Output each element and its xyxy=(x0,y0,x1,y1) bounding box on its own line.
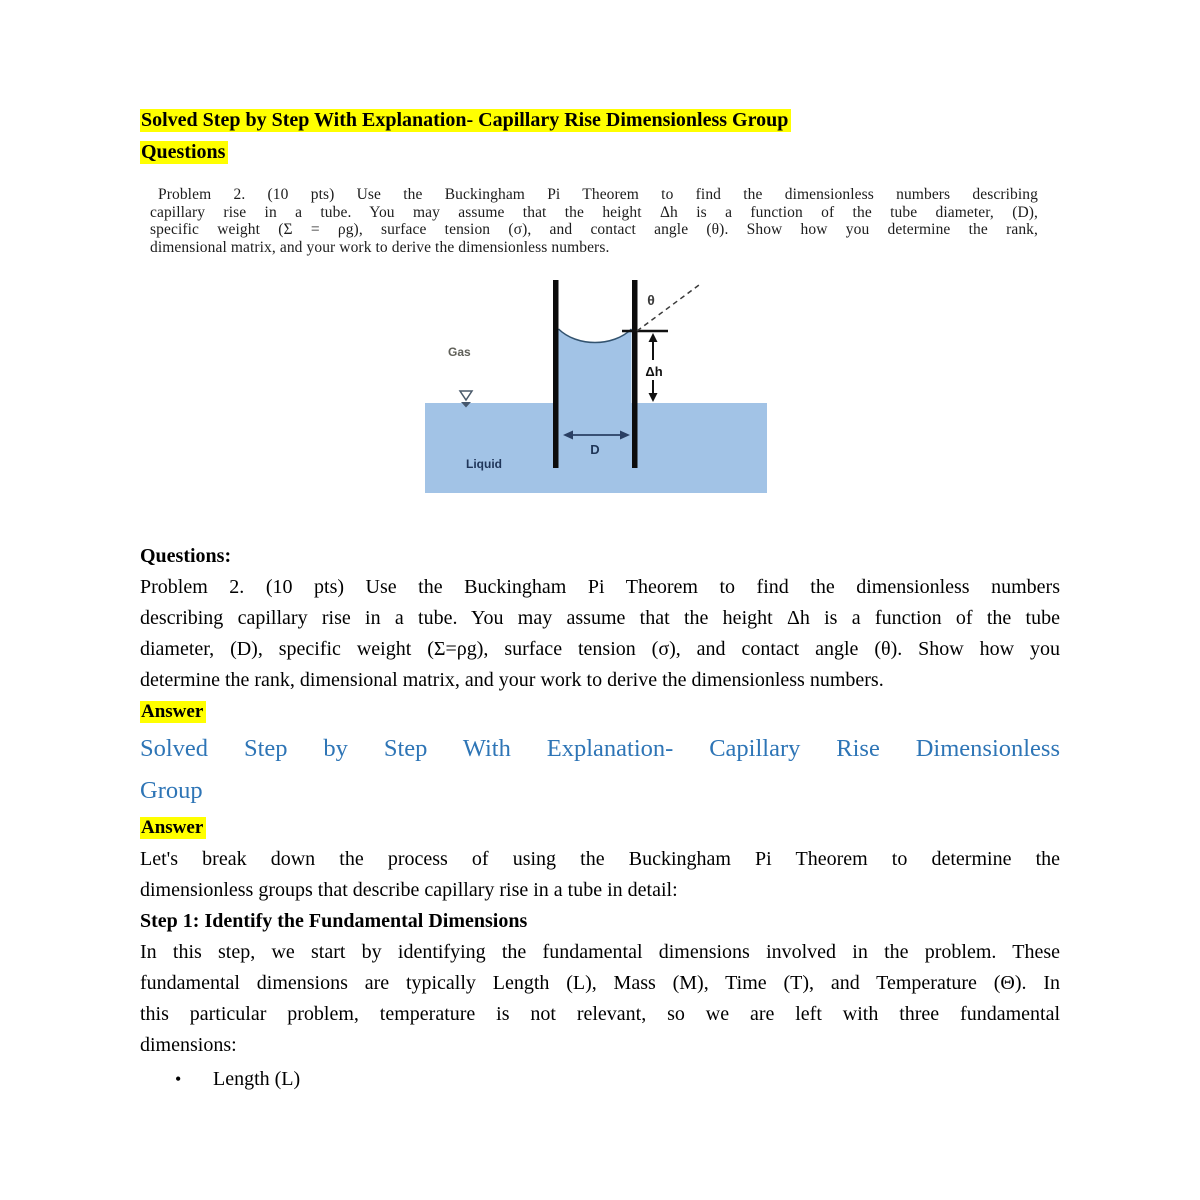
paragraph-line: this particular problem, temperature is not relevant, so we are left with three fundamental xyxy=(140,1003,1060,1025)
liquid-label: Liquid xyxy=(466,457,502,471)
paragraph-line: In this step, we start by identifying the fundamental dimensions involved in the problem. These xyxy=(140,941,1060,963)
title-line-1 xyxy=(140,104,1060,136)
title-line-2 xyxy=(140,136,1060,168)
tube-wall-right xyxy=(632,280,638,468)
tube-liquid-column xyxy=(559,329,632,405)
bullet-icon: • xyxy=(175,1069,182,1089)
bullet-text: Length (L) xyxy=(213,1068,301,1090)
delta-h-label: Δh xyxy=(645,364,663,379)
tube-wall-left xyxy=(553,280,559,468)
list-item xyxy=(140,1063,1060,1096)
problem-image-line: Problem 2. (10 pts) Use the Buckingham Pi Theorem to find the dimensionless numbers describing xyxy=(158,186,1038,203)
paragraph-line: describing capillary rise in a tube. You may assume that the height Δh is a function of the tube xyxy=(140,607,1060,629)
solution-blue-heading xyxy=(140,728,1060,812)
document-content xyxy=(140,0,1060,1096)
questions-heading: Questions: xyxy=(140,545,232,567)
intro-paragraph xyxy=(140,844,1060,906)
capillary-rise-figure xyxy=(425,280,767,513)
title-highlight-1: Solved Step by Step With Explanation- Capillary Rise Dimensionless Group xyxy=(140,109,791,132)
problem-statement-image xyxy=(150,186,1038,256)
delta-h-arrow-up-head xyxy=(649,333,658,342)
diameter-label: D xyxy=(590,442,600,457)
paragraph-line: determine the rank, dimensional matrix, and your work to derive the dimensionless numbers. xyxy=(140,669,884,691)
delta-h-arrow-down-head xyxy=(649,393,658,402)
water-surface-marker-icon xyxy=(460,391,472,400)
problem-image-line: dimensional matrix, and your work to derive the dimensionless numbers. xyxy=(150,238,610,256)
step1-heading: Step 1: Identify the Fundamental Dimensions xyxy=(140,910,528,932)
paragraph-line: dimensionless groups that describe capillary rise in a tube in detail: xyxy=(140,879,678,901)
gas-label: Gas xyxy=(448,345,471,359)
answer-label-2 xyxy=(140,812,1060,844)
paragraph-line: dimensions: xyxy=(140,1034,237,1056)
answer-highlight-1: Answer xyxy=(140,701,206,723)
problem-image-line: specific weight (Σ = ρg), surface tension (σ), and contact angle (θ). Show how you determine the rank, xyxy=(150,221,1038,238)
blue-heading-line: Solved Step by Step With Explanation- Capillary Rise Dimensionless xyxy=(140,735,1060,762)
paragraph-line: fundamental dimensions are typically Length (L), Mass (M), Time (T), and Temperature (Θ). In xyxy=(140,972,1060,994)
step1-paragraph xyxy=(140,937,1060,1061)
questions-paragraph xyxy=(140,572,1060,696)
problem-image-line: capillary rise in a tube. You may assume that the height Δh is a function of the tube diameter, (D), xyxy=(150,203,1038,221)
capillary-figure-svg xyxy=(425,280,767,513)
theta-label: θ xyxy=(647,292,655,308)
page-title xyxy=(140,104,1060,168)
blue-heading-line: Group xyxy=(140,777,203,804)
answer-label-1 xyxy=(140,696,1060,728)
title-highlight-2: Questions xyxy=(140,141,228,164)
paragraph-line: diameter, (D), specific weight (Σ=ρg), surface tension (σ), and contact angle (θ). Show how you xyxy=(140,638,1060,660)
paragraph-line: Let's break down the process of using the Buckingham Pi Theorem to determine the xyxy=(140,848,1060,870)
paragraph-line: Problem 2. (10 pts) Use the Buckingham Pi Theorem to find the dimensionless numbers xyxy=(140,576,1060,598)
answer-highlight-2: Answer xyxy=(140,817,206,839)
